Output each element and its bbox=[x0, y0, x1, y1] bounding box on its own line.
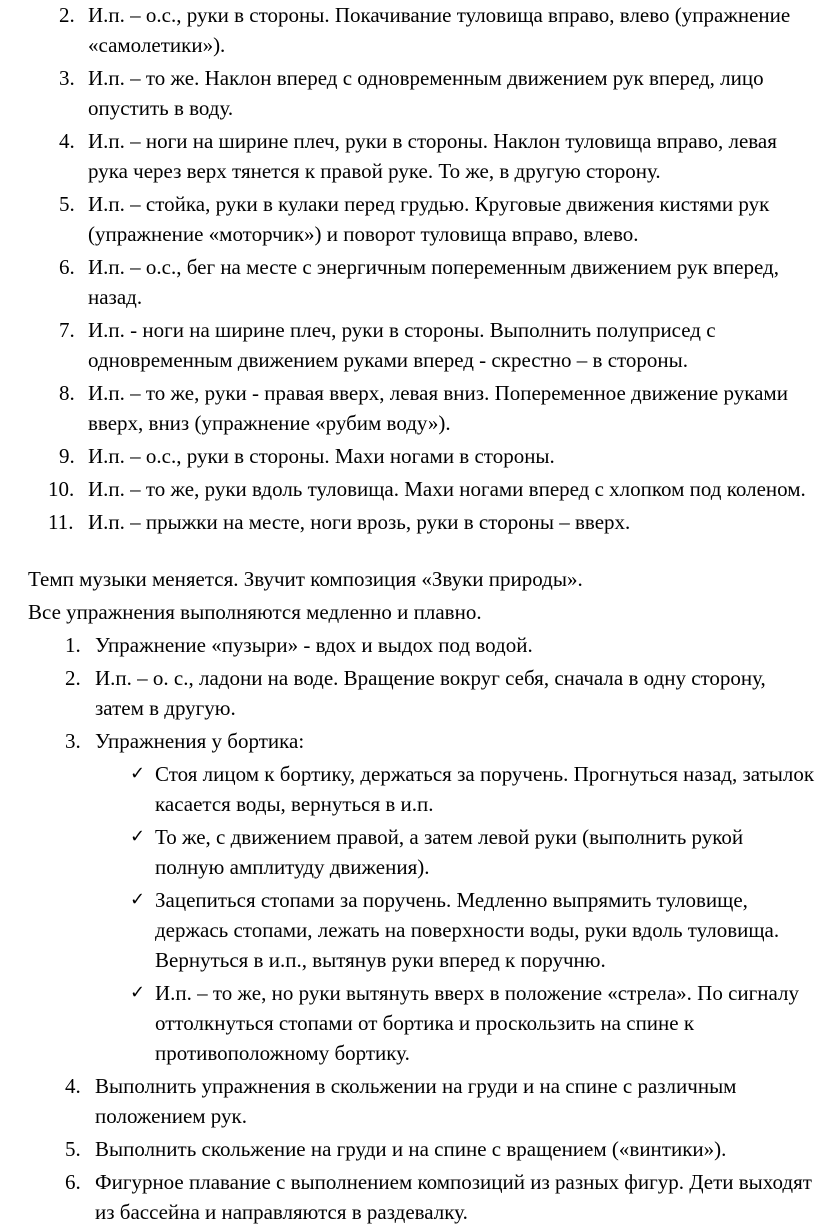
checkmark-icon: ✓ bbox=[130, 982, 146, 1003]
intro-line: Все упражнения выполняются медленно и плавно. bbox=[28, 600, 482, 624]
sub-item-text: Стоя лицом к бортику, держаться за поручень. Прогнуться назад, затылок касается воды, вернуться в и.п. bbox=[155, 762, 815, 816]
item-text: И.п. – о.с., бег на месте с энергичным попеременным движением рук вперед, назад. bbox=[88, 255, 779, 309]
item-text: И.п. – то же, руки - правая вверх, левая вниз. Попеременное движение руками вверх, вниз (упражнение «рубим воду»). bbox=[88, 381, 788, 435]
list-item bbox=[0, 1071, 816, 1131]
list-item bbox=[0, 1167, 816, 1227]
sub-item-text: То же, с движением правой, а затем левой руки (выполнить рукой полную амплитуду движения). bbox=[155, 825, 744, 879]
sub-list-item bbox=[0, 978, 816, 1068]
sub-list-item bbox=[0, 885, 816, 975]
list-item bbox=[0, 507, 816, 537]
sub-list-item bbox=[0, 822, 816, 882]
sub-list-item bbox=[0, 759, 816, 819]
list-item bbox=[0, 315, 816, 375]
item-number: 5. bbox=[65, 1137, 81, 1161]
item-text: И.п. - ноги на ширине плеч, руки в стороны. Выполнить полуприсед с одновременным движением руками вперед - скрестно – в стороны. bbox=[88, 318, 716, 372]
list-item bbox=[0, 726, 816, 1068]
item-text: И.п. – о. с., ладони на воде. Вращение вокруг себя, сначала в одну сторону, затем в другую. bbox=[95, 666, 766, 720]
item-text: Упражнение «пузыри» - вдох и выдох под водой. bbox=[95, 633, 533, 657]
item-text: И.п. – прыжки на месте, ноги врозь, руки в стороны – вверх. bbox=[88, 510, 631, 534]
list-item bbox=[0, 63, 816, 123]
item-text: И.п. – о.с., руки в стороны. Покачивание туловища вправо, влево (упражнение «самолетики»). bbox=[88, 3, 791, 57]
item-number: 10. bbox=[48, 477, 75, 501]
item-number: 9. bbox=[59, 444, 75, 468]
section-intro bbox=[0, 564, 816, 627]
sub-item-text: Зацепиться стопами за поручень. Медленно выпрямить туловище, держась стопами, лежать на поверхности воды, руки вдоль туловища. Вернуться в и.п., вытянув руки вперед к поручню. bbox=[155, 888, 780, 972]
checkmark-icon: ✓ bbox=[130, 826, 146, 847]
item-text: Упражнения у бортика: bbox=[95, 729, 305, 753]
sub-item-text: И.п. – то же, но руки вытянуть вверх в положение «стрела». По сигналу оттолкнуться стопами от бортика и проскользить на спине к противоположному бортику. bbox=[155, 981, 799, 1065]
list-item bbox=[0, 663, 816, 723]
item-number: 11. bbox=[48, 510, 74, 534]
item-number: 4. bbox=[65, 1074, 81, 1098]
item-text: Выполнить скольжение на груди и на спине с вращением («винтики»). bbox=[95, 1137, 727, 1161]
poolside-sublist bbox=[95, 759, 816, 1068]
item-text: Фигурное плавание с выполнением композиций из разных фигур. Дети выходят из бассейна и направляются в раздевалку. bbox=[95, 1170, 812, 1224]
item-number: 3. bbox=[59, 66, 75, 90]
item-number: 6. bbox=[65, 1170, 81, 1194]
item-text: И.п. – то же, руки вдоль туловища. Махи ногами вперед с хлопком под коленом. bbox=[88, 477, 806, 501]
list-item bbox=[0, 189, 816, 249]
item-number: 2. bbox=[65, 666, 81, 690]
intro-line: Темп музыки меняется. Звучит композиция «Звуки природы». bbox=[28, 567, 583, 591]
item-number: 2. bbox=[59, 3, 75, 27]
pool-exercise-list bbox=[0, 630, 816, 1227]
item-number: 8. bbox=[59, 381, 75, 405]
item-number: 4. bbox=[59, 129, 75, 153]
item-number: 7. bbox=[59, 318, 75, 342]
checkmark-icon: ✓ bbox=[130, 763, 146, 784]
item-text: И.п. – стойка, руки в кулаки перед грудью. Круговые движения кистями рук (упражнение «моторчик») и поворот туловища вправо, влево. bbox=[88, 192, 770, 246]
checkmark-icon: ✓ bbox=[130, 889, 146, 910]
list-item bbox=[0, 126, 816, 186]
item-text: И.п. – ноги на ширине плеч, руки в стороны. Наклон туловища вправо, левая рука через верх тянется к правой руке. То же, в другую сторону. bbox=[88, 129, 777, 183]
item-text: И.п. – то же. Наклон вперед с одновременным движением рук вперед, лицо опустить в воду. bbox=[88, 66, 764, 120]
item-text: Выполнить упражнения в скольжении на груди и на спине с различным положением рук. bbox=[95, 1074, 737, 1128]
warmup-exercise-list bbox=[0, 0, 816, 537]
item-text: И.п. – о.с., руки в стороны. Махи ногами в стороны. bbox=[88, 444, 555, 468]
item-number: 1. bbox=[65, 633, 81, 657]
list-item bbox=[0, 0, 816, 60]
list-item bbox=[0, 378, 816, 438]
item-number: 3. bbox=[65, 729, 81, 753]
list-item bbox=[0, 1134, 816, 1164]
item-number: 6. bbox=[59, 255, 75, 279]
item-number: 5. bbox=[59, 192, 75, 216]
list-item bbox=[0, 441, 816, 471]
list-item bbox=[0, 474, 816, 504]
list-item bbox=[0, 252, 816, 312]
list-item bbox=[0, 630, 816, 660]
